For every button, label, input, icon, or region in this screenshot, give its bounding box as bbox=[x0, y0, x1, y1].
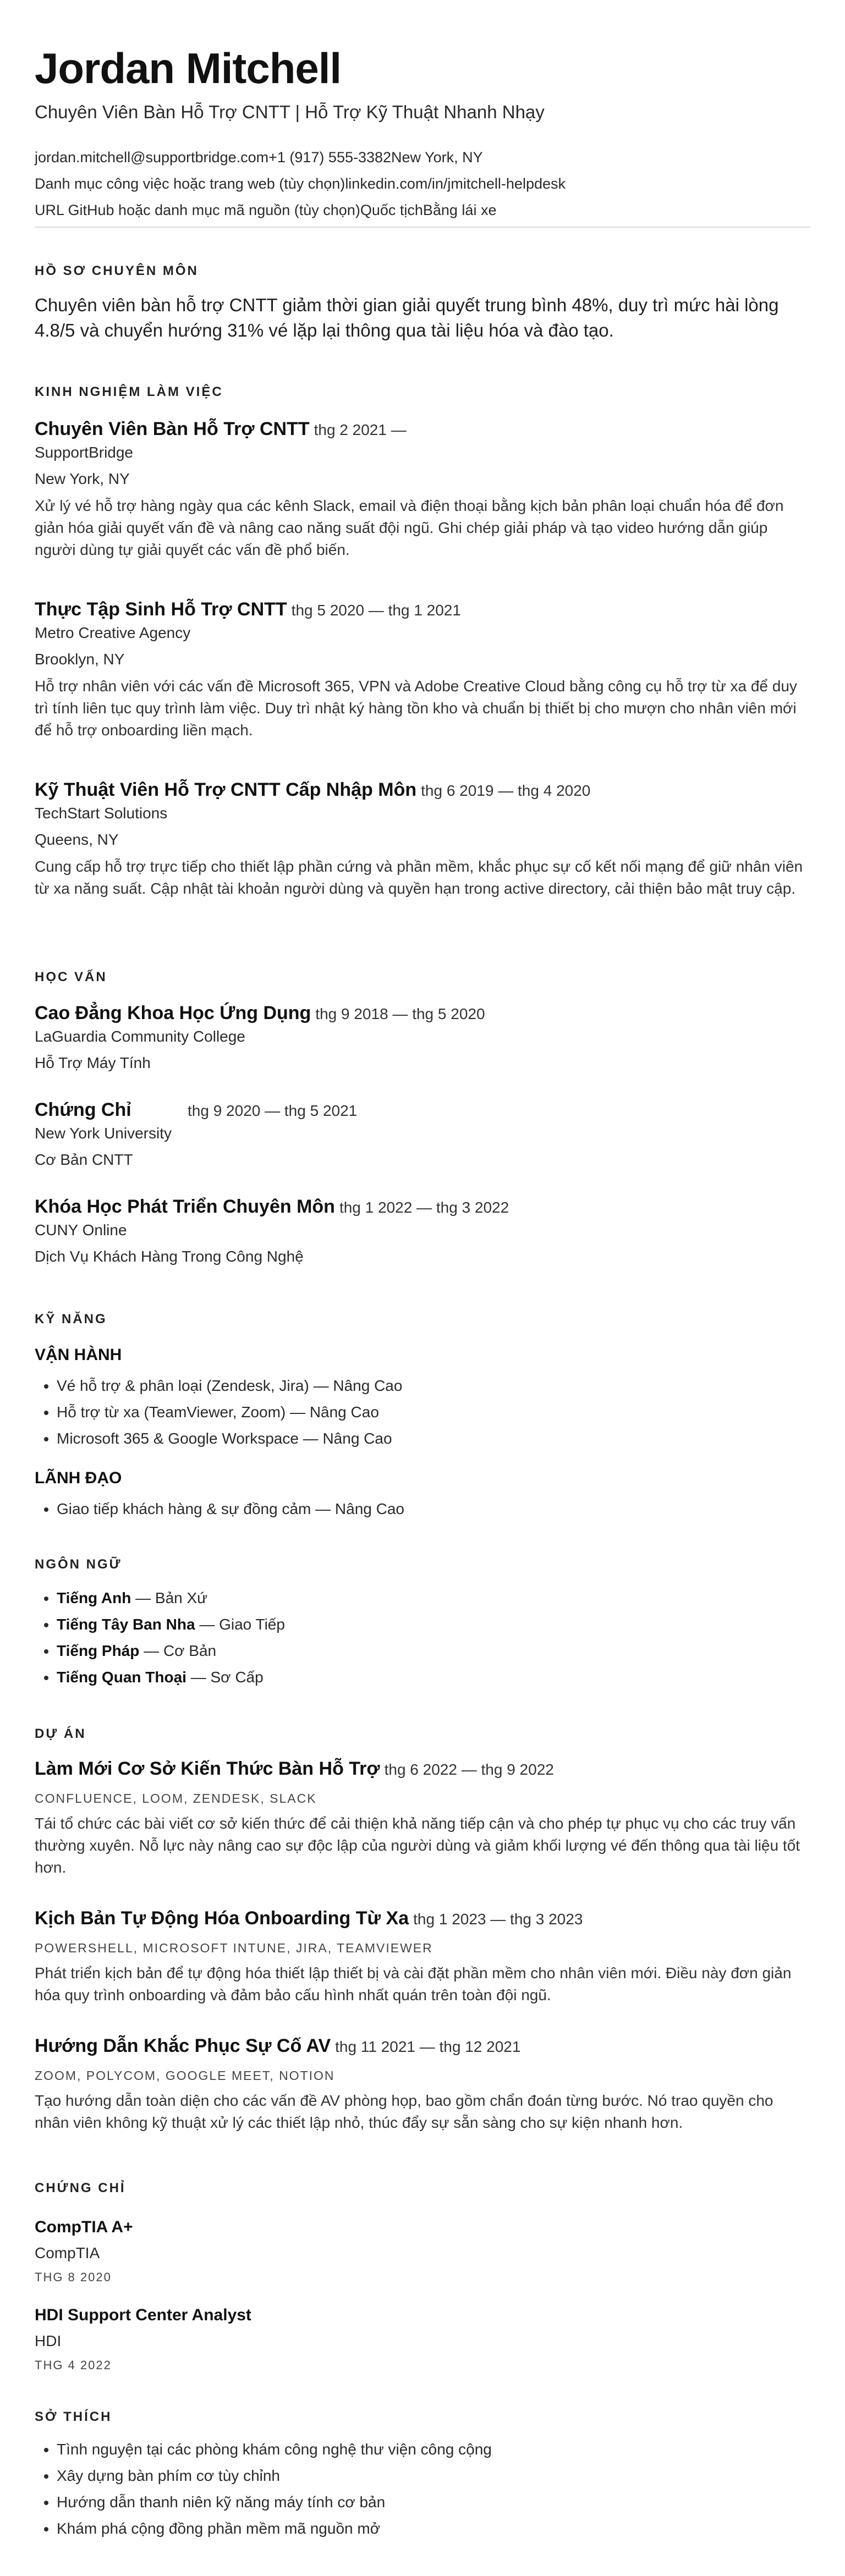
certification-title: CompTIA A+ bbox=[35, 2218, 133, 2236]
project-tech: ZOOM, POLYCOM, GOOGLE MEET, NOTION bbox=[35, 2068, 335, 2083]
email-link[interactable]: jordan.mitchell@supportbridge.com bbox=[35, 149, 269, 166]
languages-title: NGÔN NGỮ bbox=[35, 1557, 122, 1572]
certifications-title: CHỨNG CHỈ bbox=[35, 2181, 126, 2195]
language-item bbox=[57, 1664, 810, 1691]
job-date: thg 6 2019 — thg 4 2020 bbox=[421, 782, 591, 799]
language-name: Tiếng Pháp bbox=[57, 1642, 140, 1659]
project-date: thg 6 2022 — thg 9 2022 bbox=[384, 1761, 554, 1778]
degree-title: Cao Đẳng Khoa Học Ứng Dụng bbox=[35, 1003, 311, 1023]
languages-section bbox=[35, 1556, 810, 1691]
degree-title: Chứng Chỉ bbox=[35, 1099, 131, 1120]
summary-title: HỒ SƠ CHUYÊN MÔN bbox=[35, 263, 199, 278]
degree-date: thg 9 2020 — thg 5 2021 bbox=[188, 1102, 358, 1119]
language-name: Tiếng Anh bbox=[57, 1589, 131, 1606]
projects-section bbox=[35, 1726, 810, 1742]
phone-text[interactable]: +1 (917) 555-3382 bbox=[268, 149, 392, 166]
project-description: Phát triển kịch bản để tự động hóa thiết lập thiết bị và cài đặt phần mềm cho nhân viên mới. Điều này đơn giản hóa quy trình onboarding và đảm bảo cấu hình nhất quán trên toàn đội ngũ. bbox=[35, 1964, 792, 2003]
project-item bbox=[35, 2034, 810, 2134]
education-title: HỌC VẤN bbox=[35, 970, 107, 984]
project-item bbox=[35, 1906, 810, 2006]
candidate-name: Jordan Mitchell bbox=[35, 44, 342, 92]
job-description: Cung cấp hỗ trợ trực tiếp cho thiết lập phần cứng và phần mềm, khắc phục sự cố kết nối mạng để giữ nhân viên từ xa năng suất. Cập nhật tài khoản người dùng và quyền hạn trong active directory, cải thiện bảo mật truy cập. bbox=[35, 858, 803, 897]
interests-title: SỞ THÍCH bbox=[35, 2409, 112, 2424]
job-date: thg 2 2021 — bbox=[314, 421, 407, 438]
school-name: LaGuardia Community College bbox=[35, 1028, 245, 1045]
experience-item bbox=[35, 417, 810, 561]
project-description: Tái tổ chức các bài viết cơ sở kiến thức để cải thiện khả năng tiếp cận và cho phép tự phục vụ cho các truy vấn thường xuyên. Nỗ lực này nâng cao sự độc lập của người dùng và giảm khối lượng vé đến thông qua tài liệu tốt hơn. bbox=[35, 1815, 800, 1876]
experience-section bbox=[35, 384, 810, 400]
language-name: Tiếng Quan Thoại bbox=[57, 1669, 186, 1686]
job-description: Xử lý vé hỗ trợ hàng ngày qua các kênh Slack, email và điện thoại bằng kịch bản phân loại chuẩn hóa để đơn giản hóa giải quyết vấn đề và nâng cao năng suất đội ngũ. Ghi chép giải pháp và tạo video hướng dẫn giúp người dùng tự giải quyết các vấn đề phổ biến. bbox=[35, 497, 784, 558]
skill-group bbox=[35, 1344, 810, 1452]
language-level: — Cơ Bản bbox=[139, 1642, 217, 1659]
project-item bbox=[35, 1757, 810, 1879]
experience-item bbox=[35, 778, 810, 900]
portfolio-label: Danh mục công việc hoặc trang web (tùy chọn) bbox=[35, 175, 345, 192]
language-level: — Bản Xứ bbox=[131, 1589, 207, 1606]
degree-date: thg 1 2022 — thg 3 2022 bbox=[339, 1199, 509, 1216]
skill-group-title: LÃNH ĐẠO bbox=[35, 1469, 122, 1487]
skill-group bbox=[35, 1467, 810, 1522]
project-date: thg 11 2021 — thg 12 2021 bbox=[335, 2038, 521, 2055]
skill-list bbox=[35, 1373, 810, 1452]
linkedin-link[interactable]: linkedin.com/in/jmitchell-helpdesk bbox=[345, 175, 566, 192]
job-title: Thực Tập Sinh Hỗ Trợ CNTT bbox=[35, 599, 287, 620]
education-item bbox=[35, 1001, 810, 1074]
header-divider bbox=[35, 227, 810, 228]
candidate-headline: Chuyên Viên Bàn Hỗ Trợ CNTT | Hỗ Trợ Kỹ Thuật Nhanh Nhạy bbox=[35, 102, 545, 122]
job-company: Metro Creative Agency bbox=[35, 624, 191, 641]
certification-item bbox=[35, 2216, 810, 2286]
school-name: CUNY Online bbox=[35, 1221, 127, 1239]
skills-title: KỸ NĂNG bbox=[35, 1312, 107, 1326]
degree-field: Cơ Bản CNTT bbox=[35, 1151, 133, 1168]
job-location: Brooklyn, NY bbox=[35, 651, 125, 668]
interest-item: • Khám phá cộng đồng phần mềm mã nguồn mở bbox=[57, 2516, 810, 2542]
job-company: SupportBridge bbox=[35, 444, 134, 461]
language-name: Tiếng Tây Ban Nha bbox=[57, 1616, 195, 1633]
resume-header bbox=[35, 43, 810, 228]
location-text: New York, NY bbox=[391, 149, 483, 166]
skill-item: • Giao tiếp khách hàng & sự đồng cảm — Nâng Cao bbox=[57, 1496, 810, 1522]
certification-title: HDI Support Center Analyst bbox=[35, 2306, 251, 2324]
summary-text: Chuyên viên bàn hỗ trợ CNTT giảm thời gian giải quyết trung bình 48%, duy trì mức hài lòng 4.8/5 và chuyển hướng 31% vé lặp lại thông qua tài liệu hóa và đào tạo. bbox=[35, 295, 779, 340]
language-level: — Giao Tiếp bbox=[195, 1616, 285, 1633]
degree-field: Hỗ Trợ Máy Tính bbox=[35, 1054, 151, 1071]
github-label: URL GitHub hoặc danh mục mã nguồn (tùy chọn) bbox=[35, 202, 360, 218]
certification-issuer: CompTIA bbox=[35, 2244, 100, 2261]
interests-section bbox=[35, 2409, 810, 2542]
interest-item: • Tình nguyện tại các phòng khám công nghệ thư viện công cộng bbox=[57, 2436, 810, 2463]
project-title: Kịch Bản Tự Động Hóa Onboarding Từ Xa bbox=[35, 1908, 409, 1929]
job-date: thg 5 2020 — thg 1 2021 bbox=[291, 602, 461, 619]
interest-item: • Hướng dẫn thanh niên kỹ năng máy tính cơ bản bbox=[57, 2489, 810, 2516]
projects-title: DỰ ÁN bbox=[35, 1726, 86, 1741]
certification-date: THG 4 2022 bbox=[35, 2358, 112, 2372]
skill-list bbox=[35, 1496, 810, 1522]
license-label: Bằng lái xe bbox=[422, 202, 497, 218]
certifications-section bbox=[35, 2180, 810, 2197]
education-item bbox=[35, 1195, 810, 1267]
education-item bbox=[35, 1098, 810, 1170]
language-item bbox=[57, 1611, 810, 1638]
project-description: Tạo hướng dẫn toàn diện cho các vấn đề AV phòng họp, bao gồm chẩn đoán từng bước. Nó trao quyền cho nhân viên không kỹ thuật xử lý các thiết lập nhỏ, thúc đẩy sự sẵn sàng cho sự kiện nhanh hơn. bbox=[35, 2092, 773, 2131]
language-level: — Sơ Cấp bbox=[186, 1669, 264, 1686]
skill-group-title: VẬN HÀNH bbox=[35, 1346, 122, 1364]
certification-item bbox=[35, 2304, 810, 2374]
summary-section bbox=[35, 263, 810, 343]
education-section bbox=[35, 969, 810, 986]
skill-item: • Microsoft 365 & Google Workspace — Nâng Cao bbox=[57, 1425, 810, 1452]
certification-date: THG 8 2020 bbox=[35, 2270, 112, 2284]
experience-item bbox=[35, 597, 810, 741]
contact-row-1 bbox=[35, 147, 810, 167]
project-tech: CONFLUENCE, LOOM, ZENDESK, SLACK bbox=[35, 1791, 317, 1806]
degree-date: thg 9 2018 — thg 5 2020 bbox=[315, 1005, 485, 1022]
project-date: thg 1 2023 — thg 3 2023 bbox=[413, 1911, 583, 1928]
contact-row-3 bbox=[35, 200, 810, 220]
certification-issuer: HDI bbox=[35, 2332, 62, 2349]
skills-section bbox=[35, 1311, 810, 1328]
project-tech: POWERSHELL, MICROSOFT INTUNE, JIRA, TEAMVIEWER bbox=[35, 1941, 433, 1955]
nationality-label: Quốc tịch bbox=[360, 202, 423, 218]
interest-list bbox=[35, 2436, 810, 2542]
degree-title: Khóa Học Phát Triển Chuyên Môn bbox=[35, 1196, 335, 1217]
job-company: TechStart Solutions bbox=[35, 805, 168, 822]
skill-item: • Hỗ trợ từ xa (TeamViewer, Zoom) — Nâng Cao bbox=[57, 1399, 810, 1425]
language-item bbox=[57, 1638, 810, 1664]
interest-item: • Xây dựng bàn phím cơ tùy chỉnh bbox=[57, 2463, 810, 2489]
experience-title: KINH NGHIỆM LÀM VIỆC bbox=[35, 384, 223, 399]
project-title: Hướng Dẫn Khắc Phục Sự Cố AV bbox=[35, 2035, 331, 2056]
degree-field: Dịch Vụ Khách Hàng Trong Công Nghệ bbox=[35, 1248, 304, 1265]
job-description: Hỗ trợ nhân viên với các vấn đề Microsoft 365, VPN và Adobe Creative Cloud bằng công cụ hỗ trợ từ xa để duy trì tính liên tục quy trình làm việc. Duy trì nhật ký hàng tồn kho và chuẩn bị thiết bị cho mượn cho nhân viên mới để hỗ trợ onboarding liền mạch. bbox=[35, 678, 797, 739]
skill-item: • Vé hỗ trợ & phân loại (Zendesk, Jira) — Nâng Cao bbox=[57, 1373, 810, 1399]
project-title: Làm Mới Cơ Sở Kiến Thức Bàn Hỗ Trợ bbox=[35, 1758, 380, 1779]
school-name: New York University bbox=[35, 1125, 172, 1142]
job-title: Kỹ Thuật Viên Hỗ Trợ CNTT Cấp Nhập Môn bbox=[35, 779, 417, 800]
language-list bbox=[35, 1585, 810, 1691]
job-title: Chuyên Viên Bàn Hỗ Trợ CNTT bbox=[35, 419, 310, 439]
language-item bbox=[57, 1585, 810, 1611]
job-location: Queens, NY bbox=[35, 831, 119, 848]
contact-row-2 bbox=[35, 174, 810, 194]
job-location: New York, NY bbox=[35, 470, 130, 487]
